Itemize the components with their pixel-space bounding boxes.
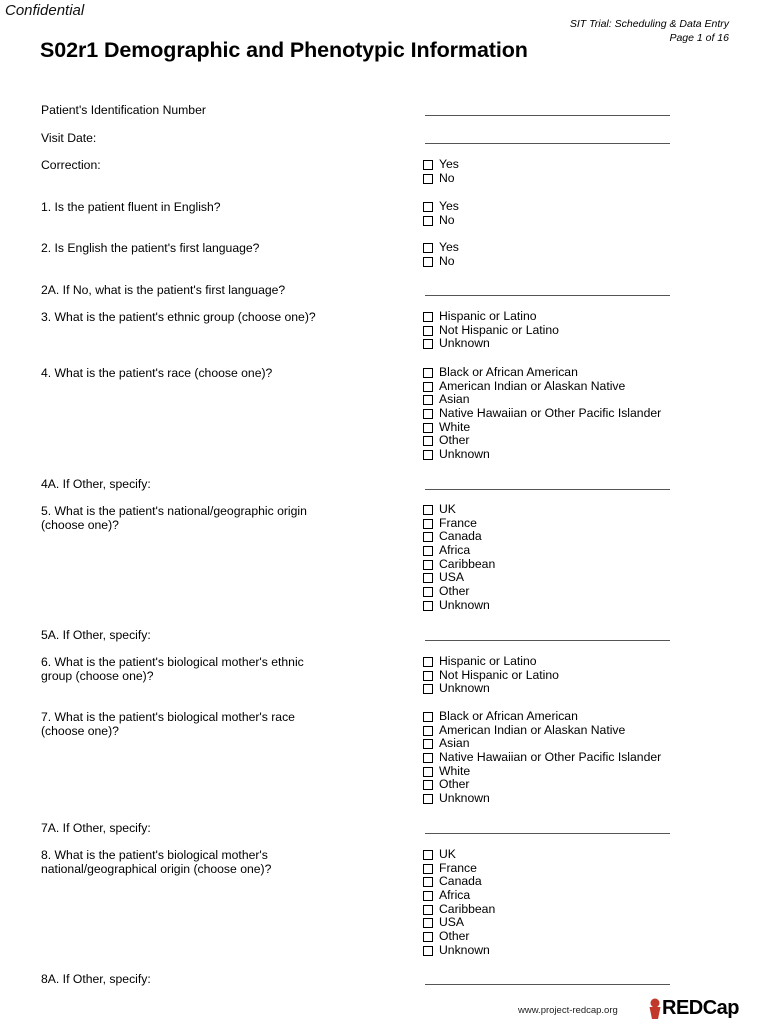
q7-label: 7. What is the patient's biological mother's race (choose one)?	[41, 710, 295, 738]
patient-id-label: Patient's Identification Number	[41, 103, 206, 117]
visit-date-label: Visit Date:	[41, 131, 97, 145]
correction-option-yes[interactable]: Yes	[423, 158, 459, 172]
q4-option[interactable]: American Indian or Alaskan Native	[423, 380, 661, 394]
q8-option[interactable]: Other	[423, 930, 495, 944]
q5-label: 5. What is the patient's national/geographic origin (choose one)?	[41, 504, 307, 532]
q3-label: 3. What is the patient's ethnic group (choose one)?	[41, 310, 316, 324]
checkbox[interactable]	[423, 794, 433, 804]
q8a-label: 8A. If Other, specify:	[41, 972, 151, 986]
checkbox[interactable]	[423, 202, 433, 212]
q6-options	[423, 655, 559, 696]
checkbox[interactable]	[423, 850, 433, 860]
q1-option-no[interactable]: No	[423, 214, 459, 228]
patient-id-field[interactable]	[425, 115, 670, 116]
q2-options	[423, 241, 459, 268]
checkbox[interactable]	[423, 216, 433, 226]
checkbox[interactable]	[423, 601, 433, 611]
q4-option[interactable]: Unknown	[423, 448, 661, 462]
checkbox[interactable]	[423, 671, 433, 681]
q3-option[interactable]: Unknown	[423, 337, 559, 351]
q5-option[interactable]: Other	[423, 585, 495, 599]
checkbox[interactable]	[423, 326, 433, 336]
q5-option[interactable]: Caribbean	[423, 558, 495, 572]
q7-option[interactable]: American Indian or Alaskan Native	[423, 724, 661, 738]
checkbox[interactable]	[423, 174, 433, 184]
q1-option-yes[interactable]: Yes	[423, 200, 459, 214]
page-number: Page 1 of 16	[669, 32, 729, 44]
q2a-label: 2A. If No, what is the patient's first language?	[41, 283, 286, 297]
q5-option[interactable]: Unknown	[423, 599, 495, 613]
q1-label: 1. Is the patient fluent in English?	[41, 200, 221, 214]
q8-option[interactable]: Canada	[423, 875, 495, 889]
checkbox[interactable]	[423, 505, 433, 515]
q8-option[interactable]: UK	[423, 848, 495, 862]
checkbox[interactable]	[423, 891, 433, 901]
q8-option[interactable]: USA	[423, 916, 495, 930]
q5-option[interactable]: France	[423, 517, 495, 531]
q7-options	[423, 710, 661, 806]
q7-option[interactable]: Unknown	[423, 792, 661, 806]
checkbox[interactable]	[423, 257, 433, 267]
checkbox[interactable]	[423, 382, 433, 392]
q2-label: 2. Is English the patient's first language?	[41, 241, 260, 255]
redcap-logo-text: REDCap	[662, 997, 740, 1019]
checkbox[interactable]	[423, 368, 433, 378]
form-title: S02r1 Demographic and Phenotypic Information	[40, 38, 528, 62]
correction-options	[423, 158, 459, 185]
q6-label: 6. What is the patient's biological mother's ethnic group (choose one)?	[41, 655, 304, 683]
q4a-field[interactable]	[425, 489, 670, 490]
checkbox[interactable]	[423, 905, 433, 915]
checkbox[interactable]	[423, 864, 433, 874]
q5-option[interactable]: USA	[423, 571, 495, 585]
q5a-label: 5A. If Other, specify:	[41, 628, 151, 642]
q8-option[interactable]: Unknown	[423, 944, 495, 958]
q7-option[interactable]: Other	[423, 778, 661, 792]
checkbox[interactable]	[423, 436, 433, 446]
project-name: SIT Trial: Scheduling & Data Entry	[569, 18, 729, 30]
footer-url[interactable]: www.project-redcap.org	[518, 1005, 618, 1016]
correction-label: Correction:	[41, 158, 101, 172]
q4-label: 4. What is the patient's race (choose one)?	[41, 366, 273, 380]
q7-option[interactable]: Native Hawaiian or Other Pacific Islander	[423, 751, 661, 765]
q5-option[interactable]: UK	[423, 503, 495, 517]
redcap-logo	[648, 997, 739, 1020]
q7-option[interactable]: White	[423, 765, 661, 779]
redcap-logo-icon	[648, 998, 662, 1020]
confidential-label: Confidential	[5, 2, 85, 19]
q8a-field[interactable]	[425, 984, 670, 985]
q6-option[interactable]: Not Hispanic or Latino	[423, 669, 559, 683]
q7-option[interactable]: Black or African American	[423, 710, 661, 724]
q4-option[interactable]: Native Hawaiian or Other Pacific Islander	[423, 407, 661, 421]
checkbox[interactable]	[423, 243, 433, 253]
correction-option-no[interactable]: No	[423, 172, 459, 186]
checkbox[interactable]	[423, 423, 433, 433]
checkbox[interactable]	[423, 932, 433, 942]
checkbox[interactable]	[423, 918, 433, 928]
q5-option[interactable]: Canada	[423, 530, 495, 544]
q8-options	[423, 848, 495, 958]
q3-option[interactable]: Hispanic or Latino	[423, 310, 559, 324]
checkbox[interactable]	[423, 560, 433, 570]
q6-option[interactable]: Hispanic or Latino	[423, 655, 559, 669]
q4-option[interactable]: Black or African American	[423, 366, 661, 380]
checkbox[interactable]	[423, 339, 433, 349]
q4-option[interactable]: Asian	[423, 393, 661, 407]
q2a-field[interactable]	[425, 295, 670, 296]
q6-option[interactable]: Unknown	[423, 682, 559, 696]
q3-options	[423, 310, 559, 351]
q2-option-yes[interactable]: Yes	[423, 241, 459, 255]
checkbox[interactable]	[423, 450, 433, 460]
checkbox[interactable]	[423, 546, 433, 556]
q7a-field[interactable]	[425, 833, 670, 834]
checkbox[interactable]	[423, 877, 433, 887]
q5-option[interactable]: Africa	[423, 544, 495, 558]
checkbox[interactable]	[423, 739, 433, 749]
checkbox[interactable]	[423, 753, 433, 763]
checkbox[interactable]	[423, 712, 433, 722]
q3-option[interactable]: Not Hispanic or Latino	[423, 324, 559, 338]
q4-option[interactable]: White	[423, 421, 661, 435]
q5a-field[interactable]	[425, 640, 670, 641]
checkbox[interactable]	[423, 657, 433, 667]
checkbox[interactable]	[423, 946, 433, 956]
q7-option[interactable]: Asian	[423, 737, 661, 751]
checkbox[interactable]	[423, 573, 433, 583]
q7a-label: 7A. If Other, specify:	[41, 821, 151, 835]
q4-options	[423, 366, 661, 462]
q2-option-no[interactable]: No	[423, 255, 459, 269]
checkbox[interactable]	[423, 767, 433, 777]
q8-option[interactable]: France	[423, 862, 495, 876]
q5-options	[423, 503, 495, 613]
checkbox[interactable]	[423, 409, 433, 419]
q8-option[interactable]: Africa	[423, 889, 495, 903]
checkbox[interactable]	[423, 312, 433, 322]
checkbox[interactable]	[423, 780, 433, 790]
checkbox[interactable]	[423, 684, 433, 694]
q8-label: 8. What is the patient's biological mother's national/geographical origin (choose one)?	[41, 848, 272, 876]
q1-options	[423, 200, 459, 227]
checkbox[interactable]	[423, 532, 433, 542]
q8-option[interactable]: Caribbean	[423, 903, 495, 917]
q4-option[interactable]: Other	[423, 434, 661, 448]
checkbox[interactable]	[423, 519, 433, 529]
checkbox[interactable]	[423, 726, 433, 736]
checkbox[interactable]	[423, 395, 433, 405]
visit-date-field[interactable]	[425, 143, 670, 144]
q4a-label: 4A. If Other, specify:	[41, 477, 151, 491]
checkbox[interactable]	[423, 587, 433, 597]
checkbox[interactable]	[423, 160, 433, 170]
